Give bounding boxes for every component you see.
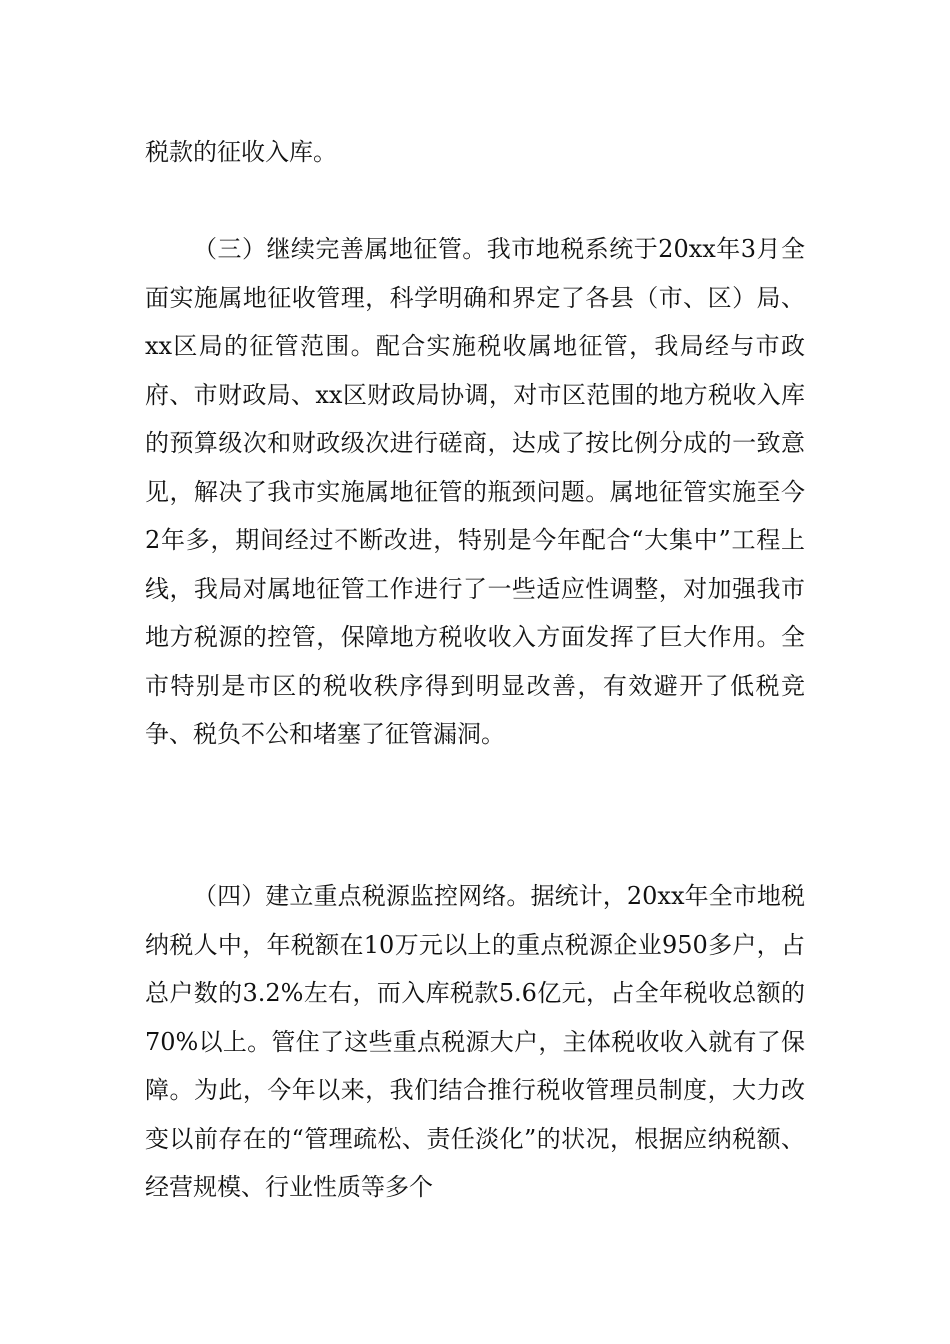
paragraph-section-3 <box>145 225 805 759</box>
paragraph-continuation <box>145 128 805 177</box>
paragraph-text: （四）建立重点税源监控网络。据统计，20xx年全市地税纳税人中，年税额在10万元以上的重点税源企业950多户，占总户数的3.2%左右，而入库税款5.6亿元，占全年税收总额的70%以上。管住了这些重点税源大户，主体税收收入就有了保障。为此，今年以来，我们结合推行税收管理员制度，大力改变以前存在的“管理疏松、责任淡化”的状况，根据应纳税额、经营规模、行业性质等多个 <box>145 882 805 1201</box>
paragraph-section-4 <box>145 872 805 1212</box>
paragraph-text: 税款的征收入库。 <box>145 138 337 166</box>
paragraph-text: （三）继续完善属地征管。我市地税系统于20xx年3月全面实施属地征收管理，科学明确和界定了各县（市、区）局、xx区局的征管范围。配合实施税收属地征管，我局经与市政府、市财政局、xx区财政局协调，对市区范围的地方税收入库的预算级次和财政级次进行磋商，达成了按比例分成的一致意见，解决了我市实施属地征管的瓶颈问题。属地征管实施至今2年多，期间经过不断改进，特别是今年配合“大集中”工程上线，我局对属地征管工作进行了一些适应性调整，对加强我市地方税源的控管，保障地方税收收入方面发挥了巨大作用。全市特别是市区的税收秩序得到明显改善，有效避开了低税竞争、税负不公和堵塞了征管漏洞。 <box>145 235 805 748</box>
